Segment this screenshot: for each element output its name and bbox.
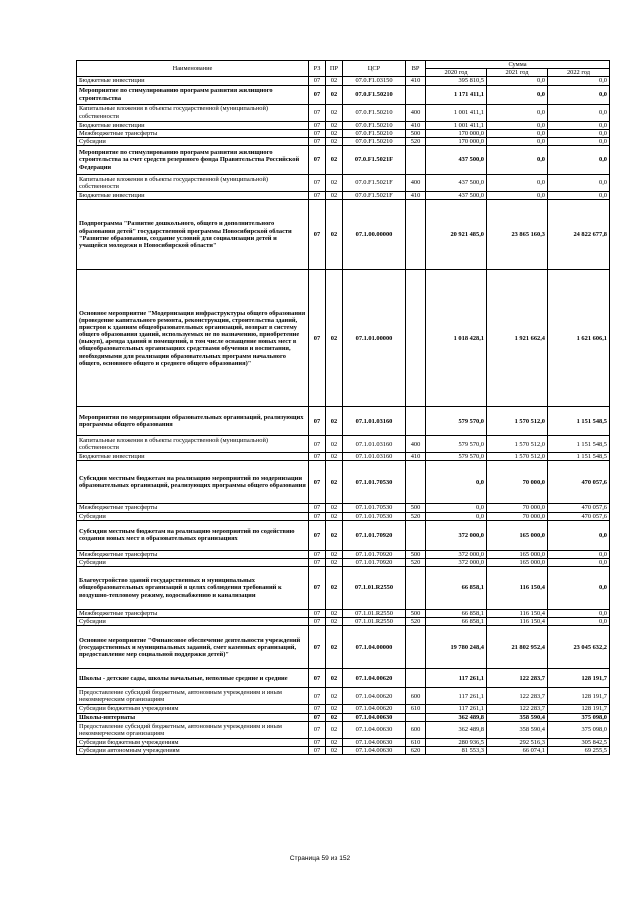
cell-pr: 02 — [326, 200, 343, 270]
cell-rz: 07 — [309, 705, 326, 713]
table-row — [77, 746, 610, 754]
table-header — [77, 61, 610, 77]
header-2022: 2022 год — [548, 69, 610, 77]
cell-2022: 470 057,6 — [548, 461, 610, 504]
cell-pr: 02 — [326, 453, 343, 461]
table-body — [77, 77, 610, 755]
cell-2022: 0,0 — [548, 104, 610, 121]
cell-2020: 579 570,0 — [426, 407, 487, 436]
cell-rz: 07 — [309, 77, 326, 85]
cell-2020: 66 858,1 — [426, 567, 487, 610]
cell-2021: 21 802 952,4 — [487, 626, 548, 669]
table-row — [77, 738, 610, 746]
table-row — [77, 705, 610, 713]
table-row — [77, 504, 610, 512]
cell-csr: 07.1.04.00620 — [343, 669, 406, 688]
cell-vr — [406, 669, 426, 688]
cell-2020: 170 000,0 — [426, 137, 487, 145]
cell-2021: 70 000,0 — [487, 512, 548, 520]
cell-2021: 292 516,3 — [487, 738, 548, 746]
cell-name: Субсидии — [77, 558, 309, 566]
cell-2020: 0,0 — [426, 504, 487, 512]
cell-csr: 07.1.04.00630 — [343, 746, 406, 754]
cell-2021: 165 000,0 — [487, 558, 548, 566]
cell-csr: 07.0.F1.5021F — [343, 192, 406, 200]
cell-2020: 117 261,1 — [426, 688, 487, 705]
cell-2021: 0,0 — [487, 175, 548, 192]
cell-2020: 579 570,0 — [426, 453, 487, 461]
cell-2021: 66 074,1 — [487, 746, 548, 754]
cell-2020: 0,0 — [426, 512, 487, 520]
cell-2020: 362 489,8 — [426, 721, 487, 738]
cell-pr: 02 — [326, 175, 343, 192]
cell-2021: 165 000,0 — [487, 550, 548, 558]
cell-name: Благоустройство зданий государственных и муниципальных общеобразовательных организаций в целях соблюдения требований к воздушно-тепловому режиму, водоснабжению и канализации — [77, 567, 309, 610]
cell-csr: 07.1.01.03160 — [343, 407, 406, 436]
cell-2021: 165 000,0 — [487, 520, 548, 550]
cell-2020: 437 500,0 — [426, 146, 487, 175]
cell-vr: 600 — [406, 721, 426, 738]
cell-2021: 116 150,4 — [487, 567, 548, 610]
cell-2021: 122 283,7 — [487, 705, 548, 713]
cell-name: Бюджетные инвестиции — [77, 192, 309, 200]
cell-2022: 1 621 606,1 — [548, 270, 610, 407]
cell-2022: 470 057,6 — [548, 512, 610, 520]
table-row — [77, 77, 610, 85]
cell-2021: 122 283,7 — [487, 688, 548, 705]
cell-2020: 437 500,0 — [426, 175, 487, 192]
cell-name: Межбюджетные трансферты — [77, 550, 309, 558]
cell-vr: 500 — [406, 610, 426, 618]
cell-2021: 0,0 — [487, 85, 548, 104]
header-pr: ПР — [326, 61, 343, 77]
cell-csr: 07.1.04.00000 — [343, 626, 406, 669]
cell-csr: 07.0.F1.50210 — [343, 104, 406, 121]
cell-vr — [406, 567, 426, 610]
cell-name: Школы-интернаты — [77, 713, 309, 721]
cell-2022: 375 098,0 — [548, 721, 610, 738]
cell-vr: 400 — [406, 436, 426, 453]
cell-pr: 02 — [326, 626, 343, 669]
cell-rz: 07 — [309, 567, 326, 610]
cell-name: Мероприятия по модернизации образовательных организаций, реализующих программы общего образования — [77, 407, 309, 436]
cell-pr: 02 — [326, 618, 343, 626]
cell-2021: 1 921 662,4 — [487, 270, 548, 407]
cell-name: Предоставление субсидий бюджетным, автономным учреждениям и иным некоммерческим организациям — [77, 688, 309, 705]
cell-csr: 07.1.00.00000 — [343, 200, 406, 270]
cell-name: Бюджетные инвестиции — [77, 77, 309, 85]
table-row — [77, 129, 610, 137]
cell-pr: 02 — [326, 121, 343, 129]
cell-csr: 07.0.F1.50210 — [343, 121, 406, 129]
cell-2020: 362 489,8 — [426, 713, 487, 721]
cell-csr: 07.1.01.R2550 — [343, 610, 406, 618]
cell-2020: 1 171 411,1 — [426, 85, 487, 104]
cell-csr: 07.0.F1.50210 — [343, 85, 406, 104]
cell-pr: 02 — [326, 137, 343, 145]
table-row — [77, 137, 610, 145]
cell-name: Бюджетные инвестиции — [77, 121, 309, 129]
cell-2022: 0,0 — [548, 129, 610, 137]
cell-2022: 0,0 — [548, 618, 610, 626]
cell-2022: 1 151 548,5 — [548, 407, 610, 436]
cell-pr: 02 — [326, 705, 343, 713]
cell-2021: 1 570 512,0 — [487, 453, 548, 461]
table-row — [77, 721, 610, 738]
cell-vr — [406, 626, 426, 669]
cell-2021: 122 283,7 — [487, 669, 548, 688]
cell-rz: 07 — [309, 175, 326, 192]
cell-vr — [406, 713, 426, 721]
cell-name: Капитальные вложения в объекты государственной (муниципальной) собственности — [77, 436, 309, 453]
table-row — [77, 200, 610, 270]
cell-2020: 81 553,3 — [426, 746, 487, 754]
cell-2020: 0,0 — [426, 461, 487, 504]
cell-2022: 470 057,6 — [548, 504, 610, 512]
cell-2022: 24 822 677,8 — [548, 200, 610, 270]
cell-2021: 23 865 160,3 — [487, 200, 548, 270]
cell-name: Капитальные вложения в объекты государственной (муниципальной) собственности — [77, 104, 309, 121]
cell-rz: 07 — [309, 104, 326, 121]
cell-name: Межбюджетные трансферты — [77, 129, 309, 137]
cell-pr: 02 — [326, 146, 343, 175]
cell-rz: 07 — [309, 610, 326, 618]
cell-vr — [406, 407, 426, 436]
table-row — [77, 85, 610, 104]
cell-rz: 07 — [309, 453, 326, 461]
cell-name: Субсидии — [77, 137, 309, 145]
cell-name: Субсидии — [77, 512, 309, 520]
cell-2022: 0,0 — [548, 610, 610, 618]
page-number: Страница 59 из 152 — [289, 855, 351, 862]
cell-2022: 0,0 — [548, 137, 610, 145]
table-row — [77, 567, 610, 610]
cell-vr: 400 — [406, 104, 426, 121]
cell-csr: 07.1.01.70530 — [343, 461, 406, 504]
cell-vr — [406, 200, 426, 270]
cell-name: Предоставление субсидий бюджетным, автономным учреждениям и иным некоммерческим организациям — [77, 721, 309, 738]
cell-2020: 395 810,5 — [426, 77, 487, 85]
cell-2022: 0,0 — [548, 77, 610, 85]
table-row — [77, 453, 610, 461]
cell-name: Бюджетные инвестиции — [77, 453, 309, 461]
table-row — [77, 175, 610, 192]
cell-name: Субсидии бюджетным учреждениям — [77, 705, 309, 713]
cell-2022: 1 151 548,5 — [548, 436, 610, 453]
cell-csr: 07.1.01.70530 — [343, 512, 406, 520]
cell-2022: 0,0 — [548, 558, 610, 566]
cell-vr: 410 — [406, 453, 426, 461]
cell-name: Подпрограмма "Развитие дошкольного, общего и дополнительного образования детей" государственной программы Новосибирской области "Развитие образования, создание условий для социализации детей и учащейся молодежи в Новосибирской области" — [77, 200, 309, 270]
table-row — [77, 550, 610, 558]
cell-pr: 02 — [326, 558, 343, 566]
cell-vr: 410 — [406, 121, 426, 129]
table-row — [77, 626, 610, 669]
cell-vr — [406, 146, 426, 175]
cell-2021: 0,0 — [487, 77, 548, 85]
cell-vr: 610 — [406, 705, 426, 713]
table-row — [77, 146, 610, 175]
cell-2020: 1 001 411,1 — [426, 121, 487, 129]
cell-rz: 07 — [309, 626, 326, 669]
cell-csr: 07.1.01.03160 — [343, 453, 406, 461]
cell-name: Субсидии автономным учреждениям — [77, 746, 309, 754]
cell-2020: 372 000,0 — [426, 520, 487, 550]
cell-2021: 358 590,4 — [487, 713, 548, 721]
cell-rz: 07 — [309, 407, 326, 436]
cell-2022: 23 045 632,2 — [548, 626, 610, 669]
cell-2021: 1 570 512,0 — [487, 407, 548, 436]
cell-2020: 372 000,0 — [426, 550, 487, 558]
cell-vr — [406, 461, 426, 504]
cell-2021: 0,0 — [487, 104, 548, 121]
cell-2021: 0,0 — [487, 129, 548, 137]
cell-csr: 07.1.01.03160 — [343, 436, 406, 453]
cell-csr: 07.1.01.00000 — [343, 270, 406, 407]
cell-pr: 02 — [326, 85, 343, 104]
cell-name: Субсидии — [77, 618, 309, 626]
cell-name: Основное мероприятие "Модернизация инфраструктуры общего образования (проведение капитального ремонта, реконструкции, строительства зданий, пристроя к зданиям общеобразовательных организаций, возврат в систему общего образования зданий, используемых не по назначению, приобретение (выкуп), аренда зданий и помещений, в том числе оснащение новых мест в общеобразовательных организациях средствами обучения и воспитания, необходимыми для реализации образовательных программ начального общего, основного общего и среднего общего образования)" — [77, 270, 309, 407]
table-row — [77, 669, 610, 688]
cell-csr: 07.0.F1.03150 — [343, 77, 406, 85]
cell-pr: 02 — [326, 461, 343, 504]
cell-csr: 07.0.F1.5021F — [343, 146, 406, 175]
cell-2021: 116 150,4 — [487, 618, 548, 626]
cell-pr: 02 — [326, 407, 343, 436]
cell-rz: 07 — [309, 270, 326, 407]
cell-2020: 170 000,0 — [426, 129, 487, 137]
cell-rz: 07 — [309, 713, 326, 721]
cell-pr: 02 — [326, 567, 343, 610]
cell-rz: 07 — [309, 738, 326, 746]
cell-pr: 02 — [326, 270, 343, 407]
cell-pr: 02 — [326, 746, 343, 754]
cell-vr: 520 — [406, 618, 426, 626]
cell-2022: 128 191,7 — [548, 688, 610, 705]
cell-2020: 66 858,1 — [426, 618, 487, 626]
cell-csr: 07.1.01.70920 — [343, 550, 406, 558]
cell-vr: 500 — [406, 504, 426, 512]
cell-rz: 07 — [309, 746, 326, 754]
cell-2021: 0,0 — [487, 146, 548, 175]
cell-rz: 07 — [309, 137, 326, 145]
cell-vr — [406, 520, 426, 550]
cell-name: Субсидии местным бюджетам на реализацию мероприятий по модернизации образовательных организаций, реализующих программы общего образования — [77, 461, 309, 504]
cell-csr: 07.1.01.70920 — [343, 520, 406, 550]
cell-2020: 437 500,0 — [426, 192, 487, 200]
table-row — [77, 558, 610, 566]
cell-vr — [406, 85, 426, 104]
cell-rz: 07 — [309, 461, 326, 504]
cell-vr: 610 — [406, 738, 426, 746]
cell-2022: 0,0 — [548, 146, 610, 175]
table-row — [77, 270, 610, 407]
cell-2022: 0,0 — [548, 85, 610, 104]
cell-pr: 02 — [326, 512, 343, 520]
cell-rz: 07 — [309, 558, 326, 566]
cell-vr: 520 — [406, 512, 426, 520]
cell-csr: 07.1.01.70920 — [343, 558, 406, 566]
cell-2021: 116 150,4 — [487, 610, 548, 618]
cell-2020: 20 921 485,0 — [426, 200, 487, 270]
table-row — [77, 104, 610, 121]
cell-csr: 07.1.04.00620 — [343, 705, 406, 713]
cell-2021: 0,0 — [487, 137, 548, 145]
cell-name: Мероприятие по стимулированию программ развития жилищного строительства за счет средств резервного фонда Правительства Российской Федерации — [77, 146, 309, 175]
cell-pr: 02 — [326, 77, 343, 85]
cell-2022: 375 098,0 — [548, 713, 610, 721]
cell-2021: 70 000,0 — [487, 461, 548, 504]
cell-rz: 07 — [309, 550, 326, 558]
header-csr: ЦСР — [343, 61, 406, 77]
cell-rz: 07 — [309, 200, 326, 270]
cell-2020: 19 780 248,4 — [426, 626, 487, 669]
cell-name: Капитальные вложения в объекты государственной (муниципальной) собственности — [77, 175, 309, 192]
cell-rz: 07 — [309, 85, 326, 104]
cell-vr: 500 — [406, 550, 426, 558]
cell-name: Субсидии местным бюджетам на реализацию мероприятий по содействию создания новых мест в образовательных организациях — [77, 520, 309, 550]
cell-2022: 0,0 — [548, 121, 610, 129]
cell-pr: 02 — [326, 436, 343, 453]
cell-pr: 02 — [326, 104, 343, 121]
cell-2020: 280 936,5 — [426, 738, 487, 746]
cell-vr: 600 — [406, 688, 426, 705]
cell-pr: 02 — [326, 129, 343, 137]
cell-2020: 579 570,0 — [426, 436, 487, 453]
header-2021: 2021 год — [487, 69, 548, 77]
table-row — [77, 436, 610, 453]
cell-csr: 07.1.01.70530 — [343, 504, 406, 512]
cell-vr: 620 — [406, 746, 426, 754]
cell-name: Межбюджетные трансферты — [77, 610, 309, 618]
cell-pr: 02 — [326, 669, 343, 688]
cell-csr: 07.1.04.00620 — [343, 688, 406, 705]
cell-2022: 0,0 — [548, 567, 610, 610]
table-row — [77, 688, 610, 705]
cell-rz: 07 — [309, 192, 326, 200]
cell-csr: 07.1.04.00630 — [343, 721, 406, 738]
cell-name: Субсидии бюджетным учреждениям — [77, 738, 309, 746]
cell-2020: 117 261,1 — [426, 705, 487, 713]
cell-2020: 66 858,1 — [426, 610, 487, 618]
cell-2022: 0,0 — [548, 175, 610, 192]
cell-rz: 07 — [309, 669, 326, 688]
cell-vr: 500 — [406, 129, 426, 137]
header-name: Наименование — [77, 61, 309, 77]
cell-rz: 07 — [309, 618, 326, 626]
cell-2020: 1 018 428,1 — [426, 270, 487, 407]
cell-pr: 02 — [326, 738, 343, 746]
cell-rz: 07 — [309, 436, 326, 453]
cell-csr: 07.1.01.R2550 — [343, 567, 406, 610]
header-rz: РЗ — [309, 61, 326, 77]
header-2020: 2020 год — [426, 69, 487, 77]
table-row — [77, 121, 610, 129]
cell-pr: 02 — [326, 610, 343, 618]
cell-csr: 07.0.F1.50210 — [343, 129, 406, 137]
cell-csr: 07.0.F1.5021F — [343, 175, 406, 192]
cell-vr: 410 — [406, 77, 426, 85]
cell-rz: 07 — [309, 688, 326, 705]
cell-vr — [406, 270, 426, 407]
cell-name: Межбюджетные трансферты — [77, 504, 309, 512]
cell-2020: 1 001 411,1 — [426, 104, 487, 121]
cell-rz: 07 — [309, 520, 326, 550]
cell-rz: 07 — [309, 129, 326, 137]
cell-2022: 0,0 — [548, 520, 610, 550]
cell-pr: 02 — [326, 192, 343, 200]
header-vr: ВР — [406, 61, 426, 77]
cell-vr: 410 — [406, 192, 426, 200]
table-row — [77, 407, 610, 436]
cell-rz: 07 — [309, 146, 326, 175]
table-row — [77, 618, 610, 626]
cell-2020: 117 261,1 — [426, 669, 487, 688]
budget-table — [76, 60, 610, 755]
table-row — [77, 461, 610, 504]
cell-pr: 02 — [326, 520, 343, 550]
cell-name: Школы - детские сады, школы начальные, неполные средние и средние — [77, 669, 309, 688]
header-sum: Сумма — [426, 61, 610, 69]
table-row — [77, 512, 610, 520]
cell-2022: 128 191,7 — [548, 669, 610, 688]
cell-rz: 07 — [309, 721, 326, 738]
cell-pr: 02 — [326, 713, 343, 721]
cell-2021: 70 000,0 — [487, 504, 548, 512]
cell-2021: 358 590,4 — [487, 721, 548, 738]
cell-csr: 07.1.04.00630 — [343, 713, 406, 721]
cell-2021: 0,0 — [487, 192, 548, 200]
cell-rz: 07 — [309, 121, 326, 129]
cell-pr: 02 — [326, 550, 343, 558]
cell-csr: 07.1.01.R2550 — [343, 618, 406, 626]
cell-csr: 07.0.F1.50210 — [343, 137, 406, 145]
cell-2022: 305 842,5 — [548, 738, 610, 746]
cell-2021: 1 570 512,0 — [487, 436, 548, 453]
cell-vr: 520 — [406, 558, 426, 566]
cell-pr: 02 — [326, 688, 343, 705]
cell-pr: 02 — [326, 504, 343, 512]
cell-name: Мероприятие по стимулированию программ развития жилищного строительства — [77, 85, 309, 104]
cell-csr: 07.1.04.00630 — [343, 738, 406, 746]
cell-2022: 128 191,7 — [548, 705, 610, 713]
cell-2020: 372 000,0 — [426, 558, 487, 566]
cell-2022: 69 255,5 — [548, 746, 610, 754]
table-row — [77, 520, 610, 550]
cell-rz: 07 — [309, 504, 326, 512]
cell-vr: 520 — [406, 137, 426, 145]
table-row — [77, 713, 610, 721]
cell-2021: 0,0 — [487, 121, 548, 129]
cell-pr: 02 — [326, 721, 343, 738]
cell-vr: 400 — [406, 175, 426, 192]
cell-2022: 1 151 548,5 — [548, 453, 610, 461]
cell-2022: 0,0 — [548, 550, 610, 558]
cell-name: Основное мероприятие "Финансовое обеспечение деятельности учреждений (государственных и муниципальных заданий, смет казенных организаций, предоставление мер социальной поддержки детей)" — [77, 626, 309, 669]
cell-rz: 07 — [309, 512, 326, 520]
table-row — [77, 610, 610, 618]
table-row — [77, 192, 610, 200]
cell-2022: 0,0 — [548, 192, 610, 200]
